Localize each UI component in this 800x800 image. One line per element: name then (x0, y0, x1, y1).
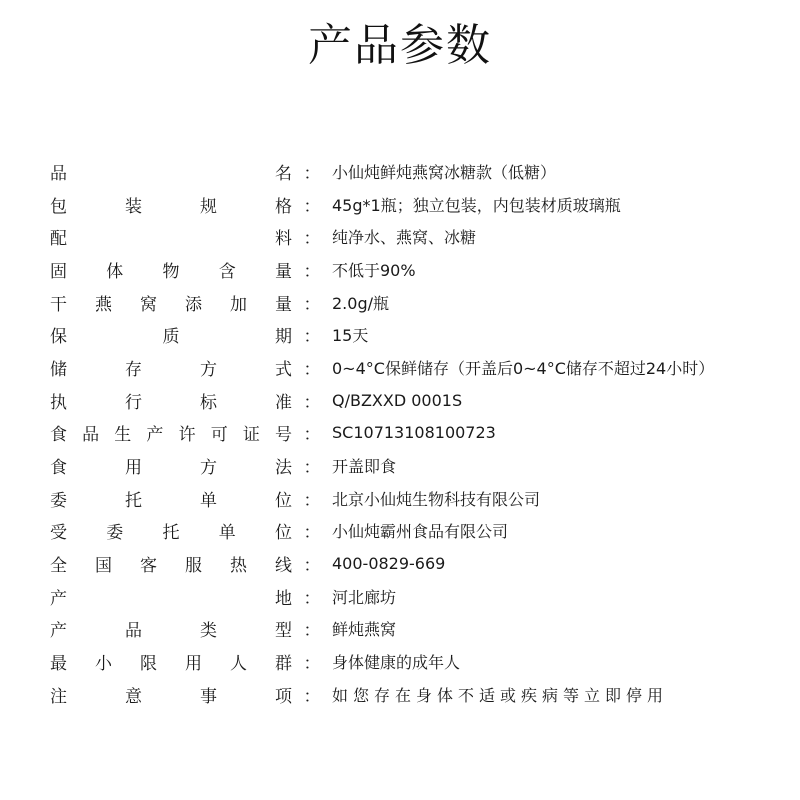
spec-colon: ： (303, 392, 321, 413)
spec-colon: ： (303, 523, 321, 544)
spec-colon: ： (303, 588, 321, 609)
spec-row (50, 286, 770, 319)
spec-value: 45g*1瓶；独立包装，内包装材质玻璃瓶 (332, 195, 621, 215)
spec-value: 身体健康的成年人 (332, 653, 461, 673)
spec-label: 固 体 物 含 量 (50, 261, 292, 282)
spec-row (50, 417, 770, 450)
spec-label: 最 小 限 用 人 群 (50, 654, 292, 675)
spec-value: 小仙炖霸州食品有限公司 (332, 522, 509, 542)
spec-label: 包 装 规 格 (50, 196, 292, 217)
spec-colon: ： (303, 163, 321, 184)
spec-value: 开盖即食 (332, 457, 397, 477)
spec-colon: ： (303, 458, 321, 479)
spec-value: 北京小仙炖生物科技有限公司 (332, 489, 541, 509)
spec-row (50, 318, 770, 351)
spec-value: Q/BZXXD 0001S (332, 390, 463, 410)
spec-row (50, 580, 770, 613)
spec-label: 配 料 (50, 229, 292, 250)
spec-colon: ： (303, 425, 321, 446)
spec-label: 产 地 (50, 588, 292, 609)
spec-label: 食 用 方 法 (50, 458, 292, 479)
spec-row (50, 678, 770, 711)
spec-value: 纯净水、燕窝、冰糖 (332, 228, 477, 248)
spec-value: SC10713108100723 (332, 423, 496, 443)
spec-row (50, 351, 770, 384)
spec-value: 15天 (332, 326, 369, 346)
spec-colon: ： (303, 294, 321, 315)
spec-label: 储 存 方 式 (50, 359, 292, 380)
spec-value: 小仙炖鲜炖燕窝冰糖款（低糖） (332, 162, 557, 182)
spec-label: 注 意 事 项 (50, 686, 292, 707)
spec-colon: ： (303, 556, 321, 577)
spec-label: 品 名 (50, 163, 292, 184)
spec-colon: ： (303, 196, 321, 217)
spec-colon: ： (303, 686, 321, 707)
spec-colon: ： (303, 229, 321, 250)
spec-row (50, 515, 770, 548)
spec-value: 2.0g/瓶 (332, 293, 389, 313)
spec-row (50, 482, 770, 515)
spec-value: 0~4°C保鲜储存（开盖后0~4°C储存不超过24小时） (332, 358, 715, 378)
spec-label: 执 行 标 准 (50, 392, 292, 413)
spec-row (50, 155, 770, 188)
spec-row (50, 253, 770, 286)
spec-label: 全 国 客 服 热 线 (50, 556, 292, 577)
spec-colon: ： (303, 327, 321, 348)
spec-label: 产 品 类 型 (50, 621, 292, 642)
spec-label: 食 品 生 产 许 可 证 号 (50, 425, 292, 446)
spec-value: 河北廊坊 (332, 587, 397, 607)
spec-row (50, 449, 770, 482)
page-title: 产品参数 (308, 20, 492, 71)
spec-label: 受 委 托 单 位 (50, 523, 292, 544)
spec-row (50, 188, 770, 221)
spec-colon: ： (303, 261, 321, 282)
spec-value: 鲜炖燕窝 (332, 620, 397, 640)
spec-colon: ： (303, 359, 321, 380)
spec-label: 保 质 期 (50, 327, 292, 348)
spec-label: 委 托 单 位 (50, 490, 292, 511)
spec-colon: ： (303, 654, 321, 675)
spec-label: 干 燕 窝 添 加 量 (50, 294, 292, 315)
spec-colon: ： (303, 621, 321, 642)
spec-row (50, 384, 770, 417)
spec-row (50, 645, 770, 678)
spec-value: 400-0829-669 (332, 554, 446, 574)
spec-value: 如您存在身体不适或疾病等立即停用 (332, 685, 669, 705)
spec-value: 不低于90% (332, 260, 416, 280)
spec-row (50, 220, 770, 253)
spec-table (50, 155, 770, 711)
spec-colon: ： (303, 490, 321, 511)
spec-row (50, 613, 770, 646)
spec-row (50, 547, 770, 580)
